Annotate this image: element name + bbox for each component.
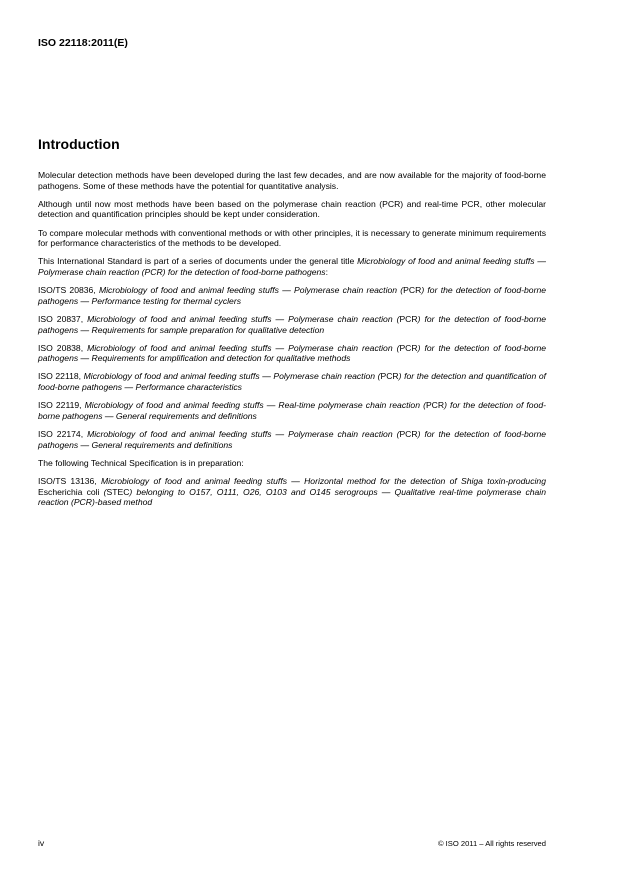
reference-abbr: PCR [399,429,418,440]
paragraph-4-suffix: : [325,266,328,277]
reference-id: ISO/TS 20836 [38,285,94,296]
series-title: Microbiology of food and animal feeding stuffs — Polymerase chain reaction (PCR) for the detection of food-borne pathogens [38,256,546,277]
reference-title-part: Microbiology of food and animal feeding stuffs — Polymerase chain reaction ( [87,313,400,324]
reference-abbr: PCR [380,371,399,382]
introduction-body [38,170,546,515]
reference-title-part: ( [103,486,107,497]
paragraph-4 [38,256,546,277]
reference-abbr: PCR [403,285,422,296]
reference-abbr: PCR [399,313,418,324]
paragraph-1: Molecular detection methods have been developed during the last few decades, and are now available for the majority of food-borne pathogens. Some of these methods have the potential for quantitative analysis. [38,170,546,191]
ts-reference-item: ISO/TS 13136, Microbiology of food and animal feeding stuffs — Horizontal method for the detection of Shiga toxin-producing Escherichia coli (STEC) belonging to O157, O111, O26, O103 and O145 serogroups — Qualitative real-time polymerase chain reaction (PCR)-based method [38,476,546,508]
reference-abbr: STEC [106,486,130,497]
reference-title-part: Microbiology of food and animal feeding stuffs — Real-time polymerase chain reaction ( [84,400,426,411]
reference-id: ISO/TS 13136 [38,476,95,486]
reference-item: ISO 22118, Microbiology of food and animal feeding stuffs — Polymerase chain reaction (PCR) for the detection and quantification of food-borne pathogens — Performance characteristics [38,371,546,393]
reference-title-part: Microbiology of food and animal feeding stuffs — Horizontal method for the detection of Shiga toxin-producing [100,476,546,486]
reference-item: ISO 22174, Microbiology of food and animal feeding stuffs — Polymerase chain reaction (PCR) for the detection of food-borne pathogens — General requirements and definitions [38,429,547,450]
reference-abbr: PCR [399,342,418,353]
reference-title-part: ) for the detection of food-borne pathogens — General requirements and definitions [38,400,547,421]
reference-title-part: ) belonging to O157, O111, O26, O103 and O145 serogroups — Qualitative real-time polymerase chain reaction (PCR)-based method [38,486,546,508]
organism-name: Escherichia coli [38,486,100,497]
reference-title-part: Microbiology of food and animal feeding stuffs — Polymerase chain reaction ( [98,285,404,296]
copyright-notice: © ISO 2011 – All rights reserved [437,839,546,848]
page-number: iv [38,838,45,848]
reference-title-part: Microbiology of food and animal feeding stuffs — Polymerase chain reaction ( [87,429,400,440]
paragraph-5: The following Technical Specification is in preparation: [38,457,244,468]
paragraph-4-prefix: This International Standard is part of a series of documents under the general title [38,256,358,267]
reference-id: ISO 22174 [38,429,81,440]
paragraph-2: Although until now most methods have been based on the polymerase chain reaction (PCR) and real-time PCR, other molecular detection and quantification principles should be kept under consideration. [38,198,546,220]
reference-item: ISO 22119, Microbiology of food and animal feeding stuffs — Real-time polymerase chain reaction (PCR) for the detection of food-borne pathogens — General requirements and definitions [38,400,547,421]
reference-id: ISO 22118 [38,371,79,382]
reference-item: ISO 20837, Microbiology of food and animal feeding stuffs — Polymerase chain reaction (PCR) for the detection of food-borne pathogens — Requirements for sample preparation for qualitative detection [38,313,547,335]
reference-item: ISO 20838, Microbiology of food and animal feeding stuffs — Polymerase chain reaction (PCR) for the detection of food-borne pathogens — Requirements for amplification and detection for qualitative methods [38,342,547,364]
reference-title-part: ) for the detection of food-borne pathogens — Requirements for sample preparation for qualitative detection [38,313,547,335]
reference-title-part: Microbiology of food and animal feeding stuffs — Polymerase chain reaction ( [87,342,400,353]
reference-item: ISO/TS 20836, Microbiology of food and animal feeding stuffs — Polymerase chain reaction (PCR) for the detection of food-borne pathogens — Performance testing for thermal cyclers [38,285,546,306]
reference-title-part: ) for the detection of food-borne pathogens — Performance testing for thermal cyclers [38,285,546,306]
document-id-header: ISO 22118:2011(E) [38,37,128,49]
reference-title-part: ) for the detection of food-borne pathogens — General requirements and definitions [38,429,547,450]
reference-title-part: Microbiology of food and animal feeding stuffs — Polymerase chain reaction ( [83,371,381,382]
reference-id: ISO 22119 [38,400,80,411]
reference-title-part: ) for the detection of food-borne pathogens — Requirements for amplification and detection for qualitative methods [38,342,547,364]
reference-title-part: ) for the detection and quantification of food-borne pathogens — Performance characteristics [38,371,546,393]
reference-id: ISO 20838 [38,342,81,353]
paragraph-3: To compare molecular methods with conventional methods or with other principles, it is necessary to generate minimum requirements for performance characteristics of the methods to be developed. [38,227,546,249]
reference-abbr: PCR [425,400,445,411]
reference-id: ISO 20837 [38,313,81,324]
section-title: Introduction [38,136,120,152]
